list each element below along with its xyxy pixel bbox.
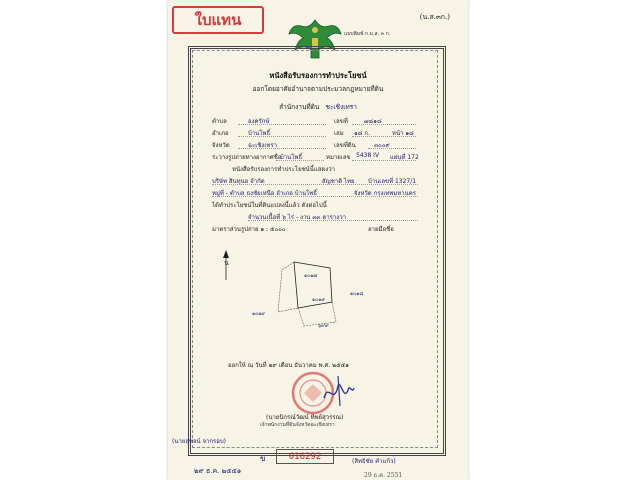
date-stamp: 29 ธ.ค. 2551 [364, 472, 403, 479]
sheet-line: ลายมือชื่อ [368, 226, 394, 233]
field-value-sheet: แผ่นที่ 172 [390, 154, 419, 161]
serial-prefix: ข [260, 454, 266, 463]
blue-signature-icon [318, 372, 358, 410]
parcel-label-south: ๖๙๙ [318, 323, 329, 329]
form-header-small: แบบพิมพ์ ก.ม.ส. ๓ ก. [344, 31, 391, 37]
field-label-map-number: หมายเลข [326, 154, 351, 161]
serial-number: 016292 [276, 449, 334, 464]
certificate-paper [168, 0, 468, 480]
field-label-amphoe: อำเภอ [212, 130, 229, 137]
province-line: จังหวัด กรุงเทพมหานคร [354, 190, 416, 197]
replacement-stamp: ใบแทน [172, 6, 264, 34]
field-value-amphoe: บ้านโพธิ์ [248, 130, 271, 137]
parcel-map [212, 240, 418, 340]
field-label-land-number: เลขที่ดิน [334, 142, 356, 149]
adjacent-parcel-boundary-south [298, 302, 336, 326]
field-label-number: เลขที่ [334, 118, 348, 125]
officer-title: เจ้าพนักงานที่ดินจังหวัดฉะเชิงเทรา [260, 422, 335, 428]
field-value-book: ๑๘ ก. [354, 130, 370, 137]
office-line [168, 102, 468, 112]
field-value-page: หน้า ๑๘ [392, 130, 414, 137]
field-label-tambon: ตำบล [212, 118, 227, 125]
area-value: จำนวนเนื้อที่ ๖ ไร่ - งาน ๓๓ ตารางวา [248, 214, 346, 221]
certificate-title: หนังสือรับรองการทำประโยชน์ [269, 71, 367, 80]
field-value-tambon: องครักษ์ [248, 118, 270, 125]
office-value: ชะเชิงเทรา [325, 103, 357, 111]
parcel-label-center: ๑๐๑๙ [312, 297, 326, 303]
certificate-subtitle: ออกโดยอาศัยอำนาจตามประมวลกฎหมายที่ดิน [252, 85, 384, 93]
bottom-right-signature: (สิทธิชัย คำแก้ว) [352, 458, 396, 465]
parcel-label-north: ๑๐๑๗ [304, 273, 318, 279]
field-value-number: ๗๘๑๘ [364, 118, 382, 125]
field-label-province: จังหวัด [212, 142, 230, 149]
officer-caption: (นายนิกรณ์วัฒน์ ทิพย์สุวรรณ) [266, 414, 344, 421]
parcel-label-west: ๑๐๑๙ [252, 311, 266, 317]
left-signature-name: (นายสุพจน์ จากรอบ) [172, 438, 226, 445]
field-value-province: ฉะเชิงเทรา [248, 142, 277, 149]
north-label: น [224, 259, 229, 267]
issue-date-line: ออกให้ ณ วันที่ ๒๙ เดือน ธันวาคม พ.ศ. ๒๕๕๑ [228, 362, 349, 369]
address-line: หมู่ที่ - ตำบล ธงชัยเหนือ อำเภอ บ้านโพธิ์ [212, 190, 317, 197]
left-signature-date: ๒๙ ธ.ค. ๒๕๕๑ [194, 467, 242, 475]
owner-nationality: สัญชาติ ไทย [322, 178, 355, 185]
form-number: (น.ส.๓ก.) [419, 13, 450, 21]
area-intro: ได้ทำประโยชน์ในที่ดินแปลงนี้แล้ว ดังต่อไปนี้ [212, 202, 327, 209]
scale-line: มาตราส่วนรูปถ่าย ๑ : ๕๐๐๐ [212, 226, 286, 233]
field-label-aerial: ระวางรูปถ่ายทางอากาศชื่อ [212, 154, 282, 161]
field-label-book: เล่ม [334, 130, 344, 137]
owner-intro: หนังสือรับรองการทำประโยชน์นี้แสดงว่า [232, 166, 335, 173]
field-value-map-number: 5438 IV [356, 152, 380, 159]
owner-name: บริษัท สินทุนอ จำกัด [212, 178, 265, 185]
field-value-aerial: บ้านโพธิ์ [280, 154, 303, 161]
parcel-label-east: ๑๐๑๘ [350, 291, 364, 297]
office-label: สำนักงานที่ดิน [279, 103, 320, 111]
owner-house-number: บ้านเลขที่ 1327/1 [368, 178, 417, 185]
field-value-land-number: ๓๐๐๙ [374, 142, 390, 149]
